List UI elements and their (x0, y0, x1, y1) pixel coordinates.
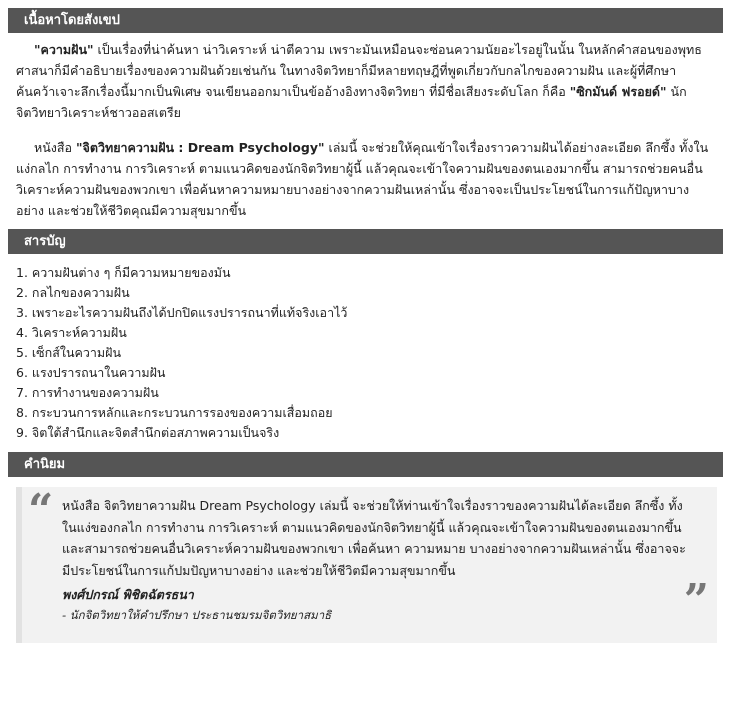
summary-heading: เนื้อหาโดยสังเขป (8, 8, 723, 33)
quote-author-role: - นักจิตวิทยาให้คำปรึกษา ประธานชมรมจิตวิทยาสมาธิ (62, 608, 332, 622)
summary-paragraph-1 (8, 39, 723, 123)
toc-item: 5. เซ็กส์ในความฝัน (16, 345, 122, 360)
toc-item: 9. จิตใต้สำนึกและจิตสำนึกต่อสภาพความเป็นจริง (16, 425, 280, 440)
testimonial-quote (16, 487, 717, 643)
body-text: เล่มนี้ จะช่วยให้คุณเข้าใจเรื่องราวความฝันได้อย่างละเอียด ลึกซึ้ง ทั้งในแง่กลไก การทำงาน การวิเคราะห์ ตามแนวคิดของนักจิตวิทยาผู้นี้ แล้วคุณจะเข้าใจความฝันของตนเองมากขึ้น สามารถช่วยคนอื่นวิเคราะห์ความฝันของพวกเขา เพื่อค้นหาความหมายบางอย่างจากความฝันเหล่านั้น ซึ่งอาจจะเป็นประโยชน์ในการแก้ปัญหาบางอย่าง และช่วยให้ชีวิตคุณมีความสุขมากขึ้น (16, 140, 709, 218)
toc-item: 3. เพราะอะไรความฝันถึงได้ปกปิดแรงปรารถนาที่แท้จริงเอาไว้ (16, 305, 348, 320)
praise-heading: คำนิยม (8, 452, 723, 477)
toc-item: 2. กลไกของความฝัน (16, 285, 130, 300)
body-text: เป็นเรื่องที่น่าค้นหา น่าวิเคราะห์ น่าตีความ เพราะมันเหมือนจะซ่อนความนัยอะไรอยู่ในนั้น ในหลักคำสอนของพุทธศาสนาก็มีคำอธิบายเรื่องของความฝันด้วยเช่นกัน ในทางจิตวิทยาก็มีหลายทฤษฎีที่พูดเกี่ยวกับกลไกของความฝัน และผู้ที่ศึกษาค้นคว้าเจาะลึกเรื่องนี้มากเป็นพิเศษ จนเขียนออกมาเป็นข้ออ้างอิงทางจิตวิทยา ที่มีชื่อเสียงระดับโลก ก็คือ (16, 42, 702, 99)
toc-item: 7. การทำงานของความฝัน (16, 385, 159, 400)
quote-text: หนังสือ จิตวิทยาความฝัน Dream Psychology เล่มนี้ จะช่วยให้ท่านเข้าใจเรื่องราวของความฝันได้ละเอียด ลึกซึ้ง ทั้งในแง่ของกลไก การทำงาน การวิเคราะห์ ตามแนวคิดของนักจิตวิทยาผู้นี้ แล้วคุณจะเข้าใจความฝันของตนเองมากขึ้น และสามารถช่วยคนอื่นวิเคราะห์ความฝันของพวกเขา เพื่อค้นหา ความหมาย บางอย่างจากความฝันเหล่านั้น ซึ่งอาจจะมีประโยชน์ในการแก้ปมปัญหาบางอย่าง และช่วยให้ชีวิตมีความสุขมากขึ้น (62, 498, 686, 578)
emphasis-text: "ความฝัน" (34, 42, 94, 57)
emphasis-text: "จิตวิทยาความฝัน : Dream Psychology" (76, 140, 325, 155)
toc-item: 1. ความฝันต่าง ๆ ก็มีความหมายของมัน (16, 265, 231, 280)
quote-author: พงศ์ปกรณ์ พิชิตฉัตรธนา (62, 587, 194, 602)
toc-heading: สารบัญ (8, 229, 723, 254)
body-text: นักจิตวิทยาวิเคราะห์ชาวออสเตรีย (16, 84, 687, 120)
body-text: หนังสือ (34, 140, 76, 155)
toc-item: 6. แรงปรารถนาในความฝัน (16, 365, 166, 380)
open-quote-icon: “ (28, 485, 54, 536)
toc-item: 4. วิเคราะห์ความฝัน (16, 325, 127, 340)
book-detail (8, 8, 723, 643)
toc-item: 8. กระบวนการหลักและกระบวนการรองของความเสื่อมถอย (16, 405, 333, 420)
toc-list (8, 254, 723, 452)
emphasis-text: "ซิกมันด์ ฟรอยด์" (569, 84, 667, 99)
summary-body (8, 33, 723, 229)
close-quote-icon: ” (683, 575, 709, 626)
summary-paragraph-2 (8, 137, 723, 221)
